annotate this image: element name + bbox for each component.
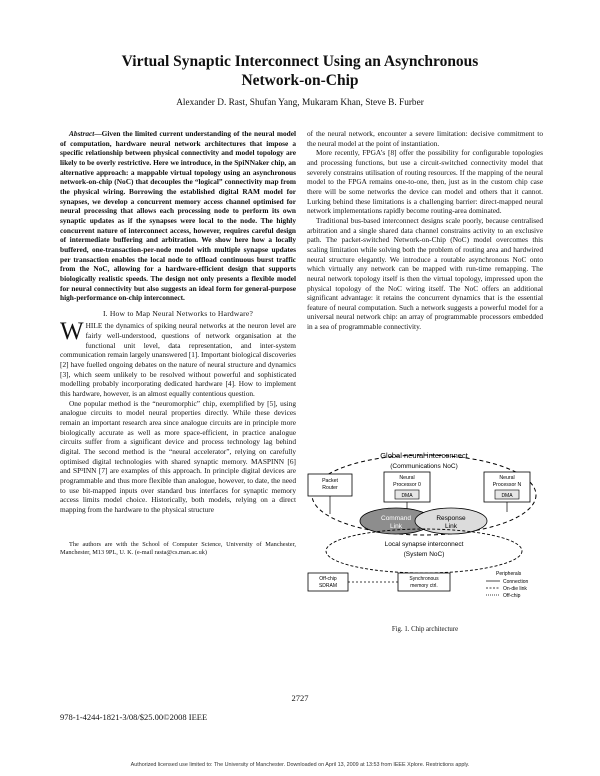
legend-offchip-label: Off-chip [503, 593, 521, 598]
right-column [307, 129, 543, 332]
neural-processor-0-label-1: Neural [399, 475, 415, 481]
author-list: Alexander D. Rast, Shufan Yang, Mukaram Khan, Steve B. Furber [176, 98, 424, 108]
paper-title [60, 52, 540, 90]
local-synapse-label-2: (System NoC) [403, 551, 445, 558]
intro-paragraph-1 [60, 318, 297, 399]
abstract [60, 129, 296, 303]
isbn-line: 978-1-4244-1821-3/08/$25.00©2008 IEEE [60, 712, 208, 722]
legend-connection-label: Connection [503, 579, 529, 585]
title-line-1: Virtual Synaptic Interconnect Using an Asynchronous [121, 53, 479, 70]
command-link-label-2: Link [390, 523, 402, 530]
sdram-label-1: Off-chip [319, 576, 337, 582]
right-paragraph-1: of the neural network, encounter a severe limitation: decisive commitment to the neural model at the point of instantiation. [307, 129, 543, 148]
comms-noc-label: (Communications NoC) [390, 463, 458, 470]
packet-router-label-2: Router [322, 485, 338, 491]
command-link-label-1: Command [381, 515, 411, 522]
memory-controller-label-1: Synchronous [409, 576, 439, 582]
peripherals-label: Peripherals [496, 571, 522, 577]
intro-paragraph-2: One popular method is the “neuromorphic” chip, exemplified by [5], using analogue circuits to model neural properties directly. While these devices remain an important research area since analogue circuits are in principle more biologically accurate as well as more space-efficient, in practice analogue circuits suffer from a significant device and process technology lag behind digital. The second method is the “neural accelerator”, relying on carefully optimised digital technologies with shared synaptic memory. MASPINN [6] and SP²INN [7] are examples of this approach. In principle digital devices are programmable and thus more flexible than analogue, however, to date, the need to use bit-mapped inputs over standard bus interfaces for synaptic memory access limits model choice. Historically, both models, relying on a direct mapping from the hardware to the physical structure [60, 398, 296, 514]
local-synapse-label-1: Local synapse interconnect [384, 541, 464, 548]
dma-label-0: DMA [401, 493, 413, 499]
right-paragraph-3: Traditional bus-based interconnect designs scale poorly, because centralised arbitration and a single shared data channel constrains activity to an exclusive path. The packet-switched Network-on-Chip (NoC) model overcomes this scaling limitation while solving both the problem of routing area and hardwired neural structure elegantly. We introduce a routable asynchronous NoC onto which virtually any network can be mapped with run-time remapping. The neural network topology itself is then the virtual topology, impressed upon the physical topology of the NoC wiring itself. The NoC offers an additional significant advantage: it retains the concurrent dynamics that is the essential feature of neural computation. Such a network suggests a powerful model for a universal neural network chip: an array of programmable processors embedded in a sea of programmable connectivity. [307, 215, 543, 332]
license-footer: Authorized licensed use limited to: The University of Manchester. Downloaded on April 13, 2009 at 13:53 from IEEE Xplore. Restrictions apply. [130, 762, 470, 768]
abstract-label: Abstract [69, 129, 95, 138]
abstract-text: —Given the limited current understanding of the neural model of computation, hardware neural network architectures that impose a specific relationship between physical connectivity and model topology are likely to be overly restrictive. Here we introduce, in the SpiNNaker chip, an alternative approach: a mappable virtual topology using an asynchronous network-on-chip (NoC) that decouples the “logical” connectivity map from the physical wiring. Borrowing the established digital RAM model for synapses, we develop a concurrent memory access channel optimised for neural processing that allows each processing node to perform its own synaptic updates as if the synapses were local to the node. The highly concurrent nature of interconnect access, however, requires careful design of intermediate buffering and arbitration. We show here how a locally buffered, one-transaction-per-node model with multiple synapse updates per transaction enables the local node to offload continuous burst traffic from the NoC, allowing for a hardware-efficient design that supports biologically realistic speeds. The design not only presents a flexible model for neural connectivity but also suggests an ideal form for general-purpose high-performance on-chip interconnect. [60, 129, 296, 303]
page-number: 2727 [291, 693, 309, 703]
right-paragraph-2: More recently, FPGA’s [8] offer the possibility for configurable topologies and processing functions, but use a circuit-switched connectivity model that severely constrains utilisation of routing resources. If the mapping of the neural model to the FPGA remains one-to-one, then, just as in the custom chip case there will be some networks the device can model and others that it cannot. Lurking behind these limitations is a challenging barrier: direct-mapped neural network implementations rapidly become routing-area dominated. [307, 148, 543, 216]
title-line-2: Network-on-Chip [241, 72, 359, 89]
chip-architecture-figure [300, 448, 548, 598]
global-interconnect-label: Global neural interconnect [380, 451, 468, 460]
figure-caption: Fig. 1. Chip architecture [391, 626, 459, 633]
intro-paragraph-1-text: HILE the dynamics of spiking neural networks at the neuron level are fairly well-understood, questions of network organisation at the functional unit level, data representation, and inter-system communication remain largely unanswered [1]. Important biological discoveries [2] have fuelled ongoing debates on the nature of neural structure and dynamics [3], which seem unlikely to be resolved without powerful and sophisticated modelling probably incorporating dedicated hardware [4]. How to implement this hardware, however, is an almost equally contentious question. [60, 321, 297, 399]
sdram-label-2: SDRAM [318, 583, 338, 589]
drop-cap: W [60, 318, 84, 346]
left-column [60, 129, 296, 557]
memory-controller-label-2: memory ctrl. [410, 583, 438, 589]
section-heading: I. How to Map Neural Networks to Hardware? [102, 308, 254, 318]
response-link-label-2: Link [445, 523, 457, 530]
dma-label-n: DMA [501, 493, 513, 499]
author-footnote: The authors are with the School of Computer Science, University of Manchester, Manchester, M13 9PL, U. K. (e-mail rasta@cs.man.ac.uk) [60, 540, 296, 556]
neural-processor-n-label-2: Processor N [492, 482, 522, 488]
packet-router-label-1: Packet [322, 478, 338, 484]
response-link-label-1: Response [436, 515, 466, 522]
neural-processor-n-label-1: Neural [499, 475, 515, 481]
neural-processor-0-label-2: Processor 0 [393, 482, 421, 488]
legend-ondie-label: On-die link [503, 586, 527, 592]
